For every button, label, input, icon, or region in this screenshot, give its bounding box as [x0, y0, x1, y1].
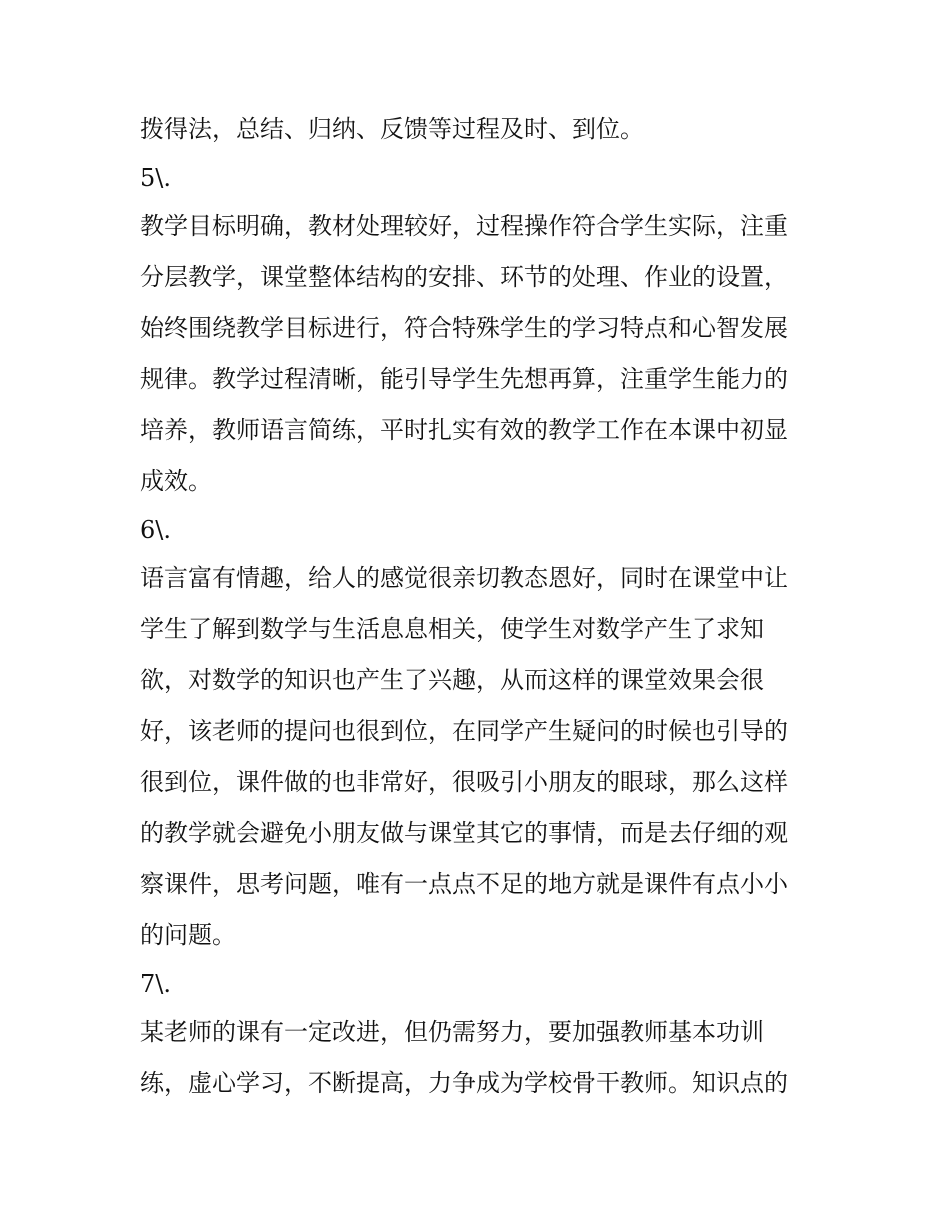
text-line: 欲，对数学的知识也产生了兴趣，从而这样的课堂效果会很 [140, 666, 764, 694]
text-line: 成效。 [140, 467, 212, 495]
text-line: 好，该老师的提问也很到位，在同学产生疑问的时候也引导的 [140, 717, 788, 745]
text-line: 始终围绕教学目标进行，符合特殊学生的学习特点和心智发展 [140, 314, 788, 342]
text-line: 的问题。 [140, 921, 236, 949]
text-line: 分层教学，课堂整体结构的安排、环节的处理、作业的设置， [140, 263, 788, 291]
document-body [140, 104, 820, 1109]
text-line: 学生了解到数学与生活息息相关，使学生对数学产生了求知 [140, 615, 764, 643]
text-line: 的教学就会避免小朋友做与课堂其它的事情，而是去仔细的观 [140, 819, 788, 847]
text-line: 语言富有情趣，给人的感觉很亲切教态恩好，同时在课堂中让 [140, 564, 788, 592]
item-number: 6\. [140, 516, 171, 544]
text-line: 某老师的课有一定改进，但仍需努力，要加强教师基本功训 [140, 1018, 764, 1046]
text-line: 规律。教学过程清晰，能引导学生先想再算，注重学生能力的 [140, 365, 788, 393]
item-number: 5\. [140, 164, 171, 192]
text-line: 很到位，课件做的也非常好，很吸引小朋友的眼球，那么这样 [140, 768, 788, 796]
item-number: 7\. [140, 970, 171, 998]
text-line: 练，虚心学习，不断提高，力争成为学校骨干教师。知识点的 [140, 1069, 788, 1097]
text-line: 教学目标明确，教材处理较好，过程操作符合学生实际，注重 [140, 212, 788, 240]
text-line: 察课件，思考问题，唯有一点点不足的地方就是课件有点小小 [140, 870, 788, 898]
text-line: 培养，教师语言简练，平时扎实有效的教学工作在本课中初显 [140, 416, 788, 444]
text-line: 拨得法，总结、归纳、反馈等过程及时、到位。 [140, 115, 644, 143]
